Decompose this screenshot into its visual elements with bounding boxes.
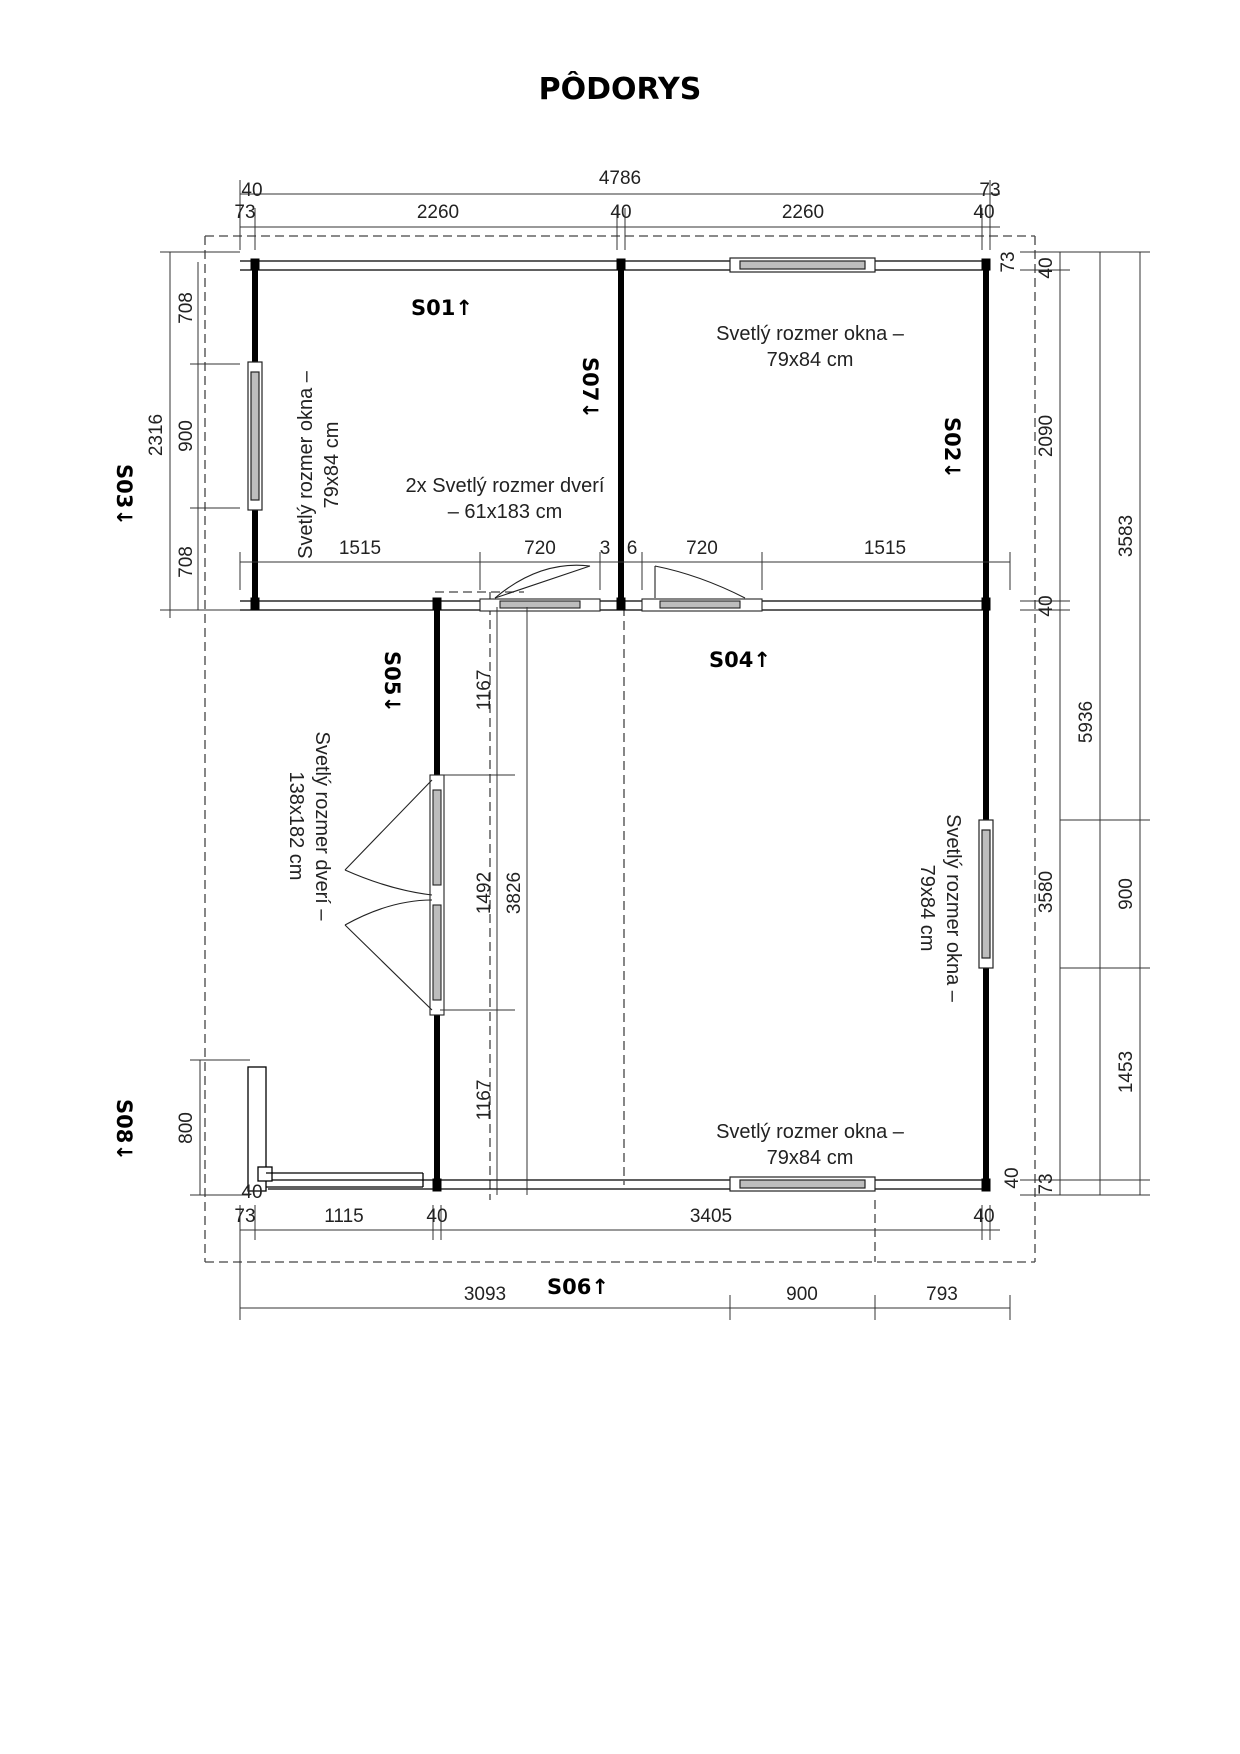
dim-bottom-room: 3405 — [689, 1206, 733, 1227]
section-marker-s03: S03↓ — [112, 464, 136, 526]
dim-right-total-upper: 3583 — [1116, 514, 1137, 558]
section-marker-s04: S04↑ — [709, 648, 771, 672]
dim-partition-right: 1515 — [863, 538, 907, 559]
dim-porch-depth: 800 — [176, 1112, 197, 1144]
dim-bottom-left-edge: 40 — [241, 1182, 263, 1203]
dim-base-left: 3093 — [463, 1284, 507, 1305]
dim-base-window: 900 — [786, 1284, 818, 1305]
dim-partition-left: 1515 — [338, 538, 382, 559]
dim-base-right: 793 — [926, 1284, 958, 1305]
dim-partition-small-left: 3 — [599, 538, 611, 559]
dim-top-left-edge: 40 — [241, 180, 263, 201]
dimension-lines — [160, 180, 1150, 1320]
note-door-porch-line2: 138x182 cm — [285, 771, 307, 881]
section-marker-s01: S01↑ — [411, 296, 473, 320]
porch-double-door — [345, 775, 444, 1015]
dim-left-lower: 708 — [176, 546, 197, 578]
page-title: PÔDORYS — [538, 72, 702, 107]
note-door-inner-line1: 2x Svetlý rozmer dverí — [405, 475, 605, 497]
dim-right-inner-bottom: 40 — [1002, 1167, 1023, 1189]
window-left — [248, 362, 262, 510]
window-top — [730, 258, 875, 272]
note-door-porch-line1: Svetlý rozmer dverí – — [311, 731, 333, 921]
section-marker-s02: S02↓ — [940, 417, 964, 479]
window-bottom — [730, 1177, 875, 1191]
note-door-inner-line2: – 61x183 cm — [447, 501, 563, 523]
dim-top-right-wall: 40 — [973, 202, 995, 223]
note-window-bottom-line2: 79x84 cm — [766, 1147, 854, 1169]
dim-top-right-edge: 73 — [979, 180, 1001, 201]
inner-door-right — [642, 566, 762, 611]
note-window-left-line2: 79x84 cm — [321, 421, 343, 509]
note-window-top-line2: 79x84 cm — [766, 349, 854, 371]
dim-left-upper: 708 — [176, 292, 197, 324]
section-marker-s06: S06↑ — [547, 1275, 609, 1299]
dim-right-window: 900 — [1116, 878, 1137, 910]
dim-bottom-left-wall: 73 — [234, 1206, 256, 1227]
dim-top-room2: 2260 — [781, 202, 825, 223]
dim-right-inner-top2: 40 — [1036, 257, 1057, 279]
note-window-top-line1: Svetlý rozmer okna – — [716, 323, 904, 345]
dim-left-window: 900 — [176, 420, 197, 452]
note-window-right-line1: Svetlý rozmer okna – — [942, 814, 964, 1002]
dim-porch-total: 3826 — [504, 871, 525, 915]
dim-left-outer: 2316 — [146, 413, 167, 457]
dim-partition-door-left: 720 — [524, 538, 556, 559]
dim-right-inner-top: 73 — [998, 251, 1019, 273]
dim-right-room: 2090 — [1036, 414, 1057, 458]
section-marker-s08: S08↓ — [112, 1099, 136, 1161]
dim-porch-upper: 1167 — [474, 669, 495, 711]
walls — [240, 259, 990, 1191]
dim-top-room1: 2260 — [416, 202, 460, 223]
dim-right-inner-mid: 40 — [1036, 595, 1057, 617]
dim-porch-door: 1492 — [474, 871, 495, 915]
section-marker-s05: S05↓ — [380, 651, 404, 713]
window-right — [979, 820, 993, 968]
dim-top-left-wall: 73 — [234, 202, 256, 223]
inner-door-left — [480, 565, 600, 611]
dim-partition-small-right: 6 — [626, 538, 638, 559]
dim-top-total: 4786 — [598, 168, 642, 189]
dim-bottom-wall: 40 — [426, 1206, 448, 1227]
dim-porch-lower: 1167 — [474, 1079, 495, 1121]
dim-right-lower-room: 3580 — [1036, 870, 1057, 914]
dim-bottom-porch: 1115 — [324, 1206, 364, 1227]
dim-right-total: 5936 — [1076, 700, 1097, 744]
dim-top-mid-wall: 40 — [610, 202, 632, 223]
note-window-left-line1: Svetlý rozmer okna – — [295, 371, 317, 559]
dim-right-bottom-seg: 1453 — [1116, 1050, 1137, 1094]
note-window-right-line2: 79x84 cm — [916, 864, 938, 952]
note-window-bottom-line1: Svetlý rozmer okna – — [716, 1121, 904, 1143]
dim-right-inner-bottom2: 73 — [1036, 1173, 1057, 1195]
section-marker-s07: S07↓ — [578, 357, 602, 419]
dim-partition-door-right: 720 — [686, 538, 718, 559]
dim-bottom-right-wall: 40 — [973, 1206, 995, 1227]
